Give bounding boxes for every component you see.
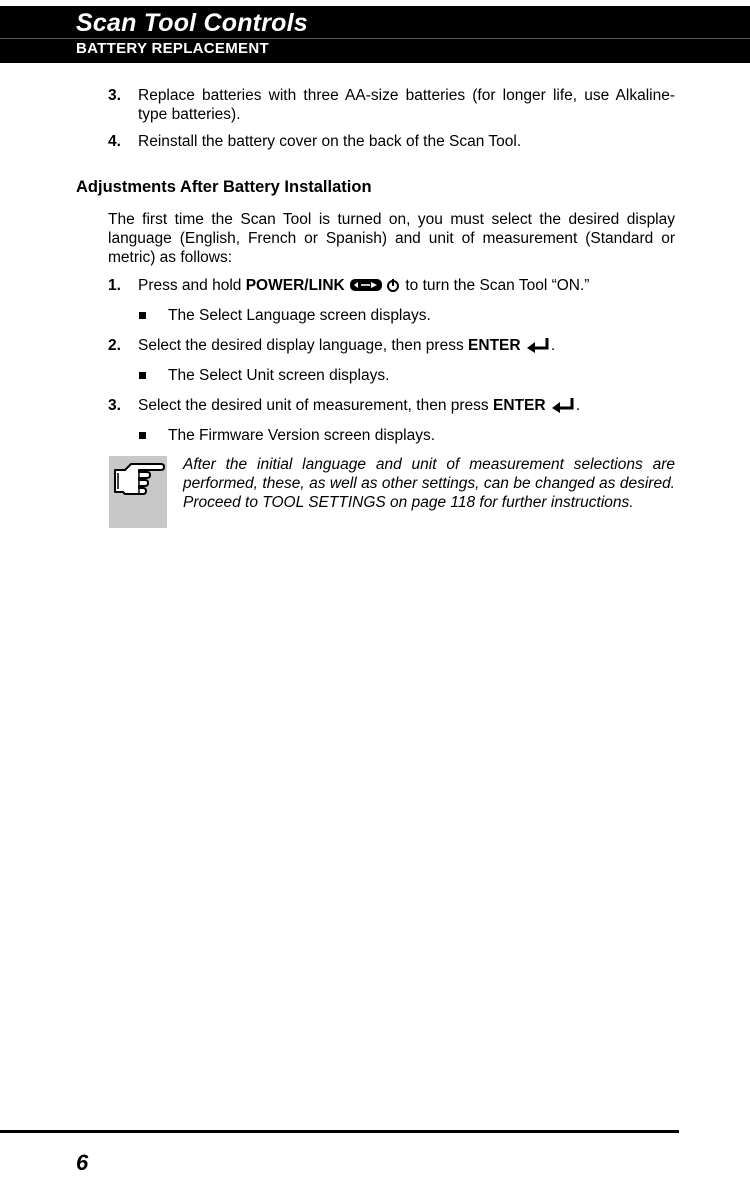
step-text: Replace batteries with three AA-size batteries (for longer life, use Alkaline-type batteries). — [138, 87, 675, 123]
step-text-post: . — [550, 337, 556, 354]
bullet-text: The Select Unit screen displays. — [168, 367, 390, 384]
step-text-post: to turn the Scan Tool “ON.” — [401, 277, 590, 294]
step-text: Reinstall the battery cover on the back of the Scan Tool. — [138, 133, 522, 150]
note-text: After the initial language and unit of measurement selections are performed, these, as well as other settings, can be changed as desired. Proceed to TOOL SETTINGS on page 118 for further instructions. — [183, 456, 675, 511]
bullet-square — [139, 372, 146, 379]
enter-icon — [550, 397, 576, 418]
step-number: 4. — [108, 133, 121, 150]
page-number: 6 — [76, 1150, 89, 1175]
power-link-icon — [349, 277, 401, 298]
step-number: 1. — [108, 277, 121, 294]
section-heading: Adjustments After Battery Installation — [76, 178, 372, 196]
bullet-text: The Select Language screen displays. — [168, 307, 431, 324]
bullet-text: The Firmware Version screen displays. — [168, 427, 436, 444]
enter-icon — [525, 337, 551, 358]
step-number: 3. — [108, 397, 121, 414]
footer-rule — [0, 1130, 679, 1133]
step-text — [138, 396, 678, 418]
enter-key-label: ENTER — [468, 337, 521, 354]
step-number: 2. — [108, 337, 121, 354]
intro-paragraph: The first time the Scan Tool is turned on, you must select the desired display language (English, French or Spanish) and unit of measurement (Standard or metric) as follows: — [108, 211, 675, 266]
header-rule — [0, 61, 750, 63]
page-header — [0, 0, 750, 66]
section-subtitle: BATTERY REPLACEMENT — [76, 40, 269, 57]
step-text-post: . — [575, 397, 581, 414]
page-title: Scan Tool Controls — [76, 9, 308, 37]
step-text-pre: Press and hold — [138, 277, 246, 294]
step-text-pre: Select the desired unit of measurement, then press — [138, 397, 493, 414]
step-text — [138, 276, 678, 298]
bullet-square — [139, 312, 146, 319]
step-number: 3. — [108, 87, 121, 104]
note-icon-box — [109, 456, 167, 528]
step-text-pre: Select the desired display language, then press — [138, 337, 469, 354]
enter-key-label: ENTER — [492, 397, 546, 414]
pointing-hand-icon — [109, 456, 167, 528]
step-text — [138, 336, 678, 358]
power-link-key-label: POWER/LINK — [245, 277, 345, 294]
bullet-square — [139, 432, 146, 439]
